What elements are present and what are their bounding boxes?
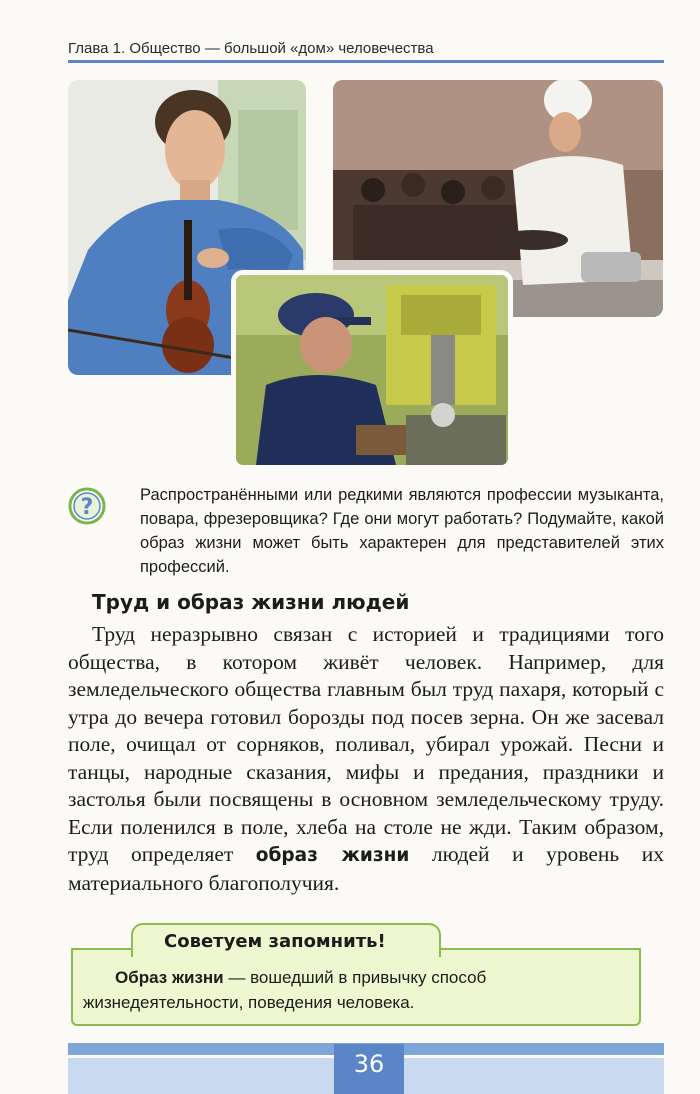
bold-term: образ жизни: [255, 845, 410, 866]
header-rule: [68, 60, 664, 63]
memo-definition: [83, 965, 635, 1015]
memo-term: Образ жизни: [115, 968, 224, 987]
paragraph-before: Труд неразрывно связан с историей и традициями того общества, в котором живёт человек. Например, для земледельческого общества главным был труд пахаря, который с утра до вечера готовил борозды под посев зерна. Он же засевал поле, очищал от сорняков, поливал, убирал урожай. Песни и танцы, народные сказания, мифы и предания, праздники и застолья были посвящены в основном земледельческому труду. Если поленился в поле, хлеба на столе не жди. Таким образом, труд определяет: [68, 622, 664, 866]
question-text: Распространёнными или редкими являются профессии музыканта, повара, фрезеровщика? Где они могут работать? Подумайте, какой образ жизни может быть характерен для представителей этих профессий.: [140, 486, 664, 576]
section-title: Труд и образ жизни людей: [92, 590, 410, 614]
photo-machine-operator: [231, 270, 513, 470]
chapter-header: Глава 1. Общество — большой «дом» человечества: [68, 40, 434, 57]
paragraph-after: людей и уровень их материального благополучия.: [68, 842, 664, 895]
memo-definition-text: — вошедший в привычку способ жизнедеятельности, поведения человека.: [83, 968, 487, 1012]
svg-text:?: ?: [80, 495, 94, 520]
section-paragraph: [68, 621, 664, 897]
question-icon: [68, 487, 106, 525]
memo-title: Советуем запомнить!: [164, 931, 386, 952]
page-number: 36: [353, 1050, 385, 1078]
